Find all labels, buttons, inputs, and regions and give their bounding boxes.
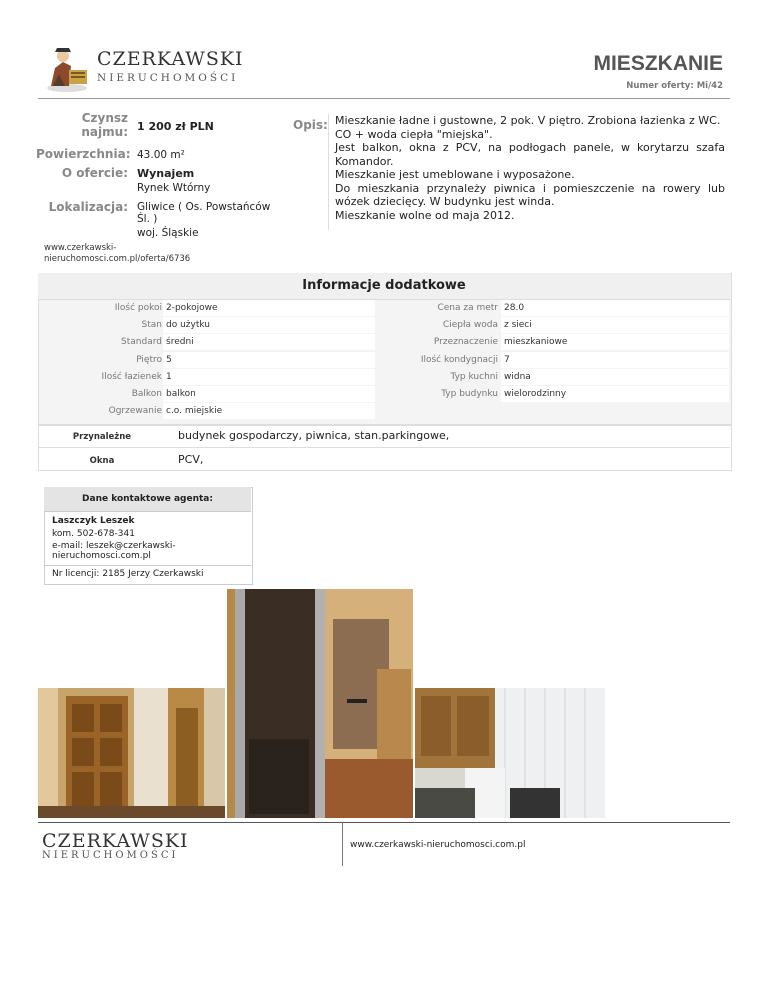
info-value: 1 [163,369,375,385]
document-title: MIESZKANIE [593,52,723,75]
offer-url-line1: www.czerkawski- [44,243,117,253]
info-key: Typ budynku [441,389,498,399]
extra-value: PCV, [178,453,204,466]
rent-label-line2: najmu: [81,125,128,139]
footer-brand-subtitle: NIERUCHOMOŚCI [42,850,179,861]
offer-url-line2: nieruchomosci.com.pl/oferta/6736 [44,254,191,264]
footer-brand-name: CZERKAWSKI [42,830,189,852]
agent-license: Nr licencji: 2185 Jerzy Czerkawski [52,569,204,579]
footer-website-link[interactable]: www.czerkawski-nieruchomosci.com.pl [350,840,526,850]
agent-divider [44,565,251,566]
offer-number: Numer oferty: Mi/42 [626,81,723,91]
description-line: Jest balkon, okna z PCV, na podłogach panele, w korytarzu szafa Komandor. [335,141,725,168]
info-value: balkon [163,386,375,402]
rent-label-line1: Czynsz [81,111,128,125]
brand-subtitle: NIERUCHOMOŚCI [97,72,239,84]
market-type-value: Rynek Wtórny [137,182,211,194]
info-value: 28.0 [501,300,729,316]
info-value: z sieci [501,317,729,333]
offer-type-value: Wynajem [137,167,195,180]
description-label: Opis: [293,118,328,132]
description-line: CO + woda ciepła "miejska". [335,127,493,141]
company-logo [45,44,245,96]
info-value: 2-pokojowe [163,300,375,316]
info-value: mieszkaniowe [501,334,729,350]
location-line3: woj. Śląskie [137,227,199,239]
offer-type-label: O ofercie: [61,166,128,180]
area-value: 43.00 m² [137,149,185,161]
logo-figure-icon [45,44,93,94]
agent-name: Laszczyk Leszek [52,516,135,526]
photo-wardrobe-corridor-image [227,589,413,818]
info-key: Ilość kondygnacji [420,354,498,365]
footer-divider [38,822,730,823]
info-value: wielorodzinny [501,386,729,402]
agent-email-line1[interactable]: e-mail: leszek@czerkawski- [52,541,176,551]
footer-separator [342,822,343,866]
info-key: Ogrzewanie [108,406,162,417]
extra-key: Przynależne [72,432,132,442]
agent-phone[interactable]: kom. 502-678-341 [52,529,135,539]
info-value: 5 [163,352,375,368]
extra-key: Okna [89,456,115,466]
photo-hallway-door-image [38,688,225,818]
location-label: Lokalizacja: [48,200,128,214]
location-line2: Śl. ) [137,213,158,225]
photo-wardrobe-corridor[interactable] [227,589,413,818]
info-value: 7 [501,352,729,368]
info-key: Ilość łazienek [101,371,162,382]
extra-info-divider [38,447,730,448]
info-key: Stan [141,320,162,331]
rent-value: 1 200 zł PLN [137,120,214,133]
brand-name: CZERKAWSKI [97,48,244,70]
info-value: widna [501,369,729,385]
photo-hallway-door[interactable] [38,688,225,818]
info-key: Balkon [131,389,162,399]
location-line1: Gliwice ( Os. Powstańców [137,201,271,213]
info-key: Typ kuchni [450,371,498,382]
description-line: Mieszkanie jest umeblowane i wyposażone. [335,168,575,181]
photo-kitchen-window[interactable] [415,688,605,818]
agent-email-line2[interactable]: nieruchomosci.com.pl [52,551,151,561]
description-text [328,114,725,230]
info-value: do użytku [163,317,375,333]
info-key: Piętro [136,354,162,365]
additional-info-title: Informacje dodatkowe [38,273,730,300]
info-value: średni [163,334,375,350]
description-line: Mieszkanie wolne od maja 2012. [335,208,515,222]
area-label: Powierzchnia: [36,147,131,161]
description-line: Do mieszkania przynależy piwnica i pomieszczenie na rowery lub wózek dziecięcy. W budynku jest winda. [335,181,725,208]
info-key: Ilość pokoi [114,303,162,313]
info-key: Przeznaczenie [433,337,498,348]
info-key: Ciepła woda [442,320,498,331]
header-divider [38,98,730,99]
offer-url[interactable] [44,243,244,265]
info-key: Cena za metr [437,303,498,313]
info-key: Standard [121,337,162,348]
extra-value: budynek gospodarczy, piwnica, stan.parkingowe, [178,429,450,442]
photo-kitchen-window-image [415,688,605,818]
description-line: Mieszkanie ładne i gustowne, 2 pok. V piętro. Zrobiona łazienka z WC. [335,114,721,127]
info-value: c.o. miejskie [163,403,375,419]
agent-contact-title: Dane kontaktowe agenta: [44,487,251,512]
